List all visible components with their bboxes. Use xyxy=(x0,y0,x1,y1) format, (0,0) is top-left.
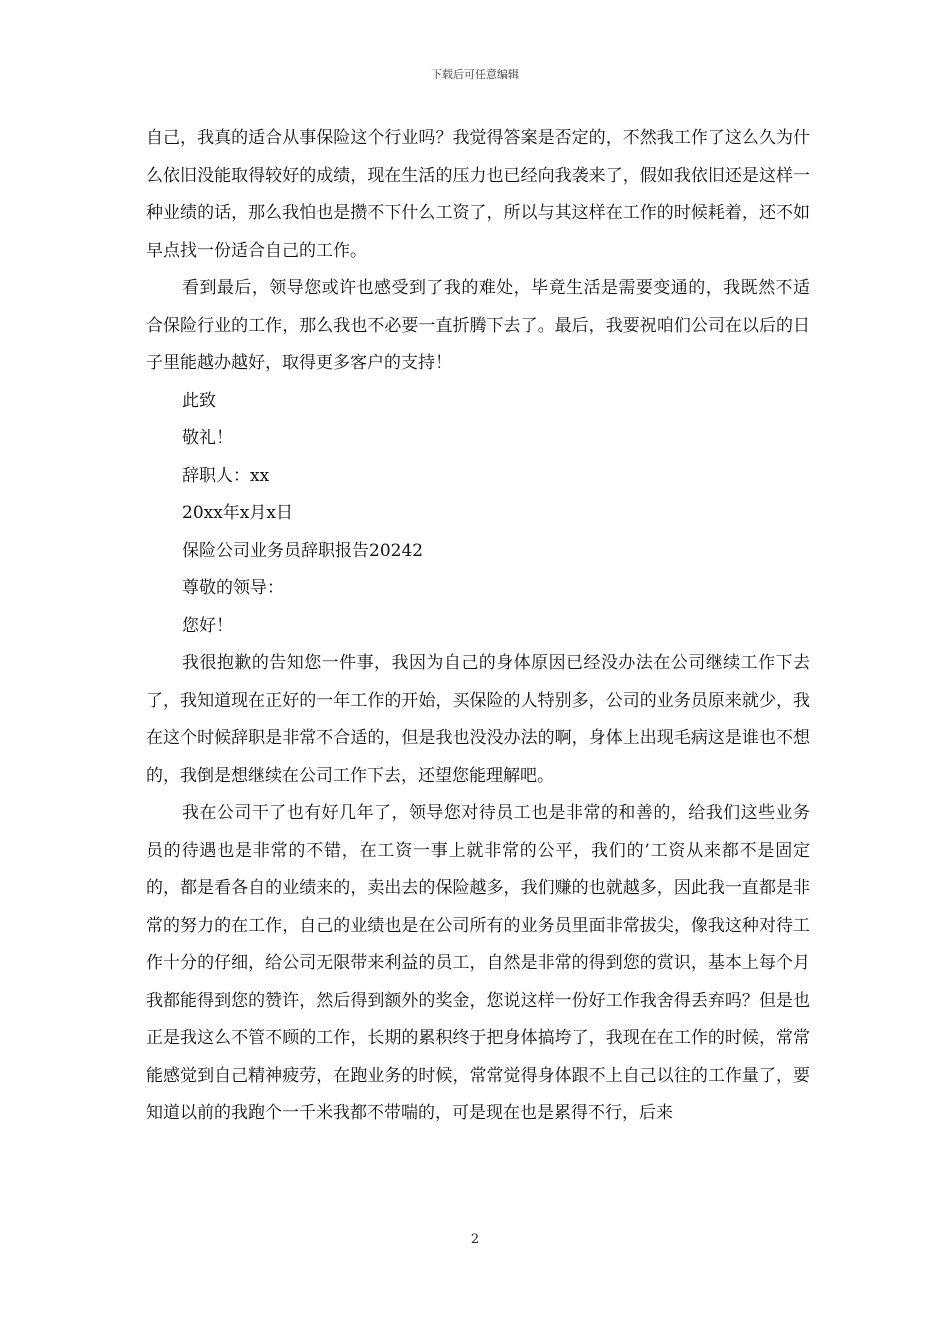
page-header: 下载后可任意编辑 xyxy=(431,68,519,81)
paragraph-3: 我很抱歉的告知您一件事，我因为自己的身体原因已经没办法在公司继续工作下去了，我知道现在正好的一年工作的开始，买保险的人特别多，公司的业务员原来就少，我在这个时候辞职是非常不合适的，但是我也没没办法的啊，身体上出现毛病这是谁也不想的，我倒是想继续在公司工作下去，还望您能理解吧。 xyxy=(146,653,810,786)
greeting: 您好！ xyxy=(182,615,233,636)
paragraph-4: 我在公司干了也有好几年了，领导您对待员工也是非常的和善的，给我们这些业务员的待遇也是非常的不错，在工资一事上就非常的公平，我们的’工资从来都不是固定的，都是看各自的业绩来的，卖出去的保险越多，我们赚的也就越多，因此我一直都是非常的努力的在工作，自己的业绩也是在公司所有的业务员里面非常拔尖，像我这种对待工作十分的仔细，给公司无限带来利益的员工，自然是非常的得到您的赏识，基本上每个月我都能得到您的赞许，然后得到额外的奖金，您说这样一份好工作我舍得丢弃吗？但是也正是我这么不管不顾的工作，长期的累积终于把身体搞垮了，我现在在工作的时候，常常能感觉到自己精神疲劳，在跑业务的时候，常常觉得身体跟不上自己以往的工作量了，要知道以前的我跑个一千米我都不带喘的，可是现在也是累得不行，后来 xyxy=(146,803,810,1123)
document-body xyxy=(146,120,810,1133)
date-line: 20xx年x月x日 xyxy=(182,503,293,523)
paragraph-2: 看到最后，领导您或许也感受到了我的难处，毕竟生活是需要变通的，我既然不适合保险行业的工作，那么我也不必要一直折腾下去了。最后，我要祝咱们公司在以后的日子里能越办越好，取得更多客户的支持！ xyxy=(146,278,810,373)
closing-line-2: 敬礼！ xyxy=(182,428,233,448)
signer-line: 辞职人：xx xyxy=(182,465,270,486)
closing-line-1: 此致 xyxy=(182,390,216,411)
page-number: 2 xyxy=(470,1232,480,1247)
paragraph-1: 自己，我真的适合从事保险这个行业吗？我觉得答案是否定的，不然我工作了这么久为什么依旧没能取得较好的成绩，现在生活的压力也已经向我袭来了，假如我依旧还是这样一种业绩的话，那么我怕也是攒不下什么工资了，所以与其这样在工作的时候耗着，还不如早点找一份适合自己的工作。 xyxy=(146,128,810,261)
salutation: 尊敬的领导： xyxy=(182,578,284,598)
section-title: 保险公司业务员辞职报告20242 xyxy=(182,540,424,561)
